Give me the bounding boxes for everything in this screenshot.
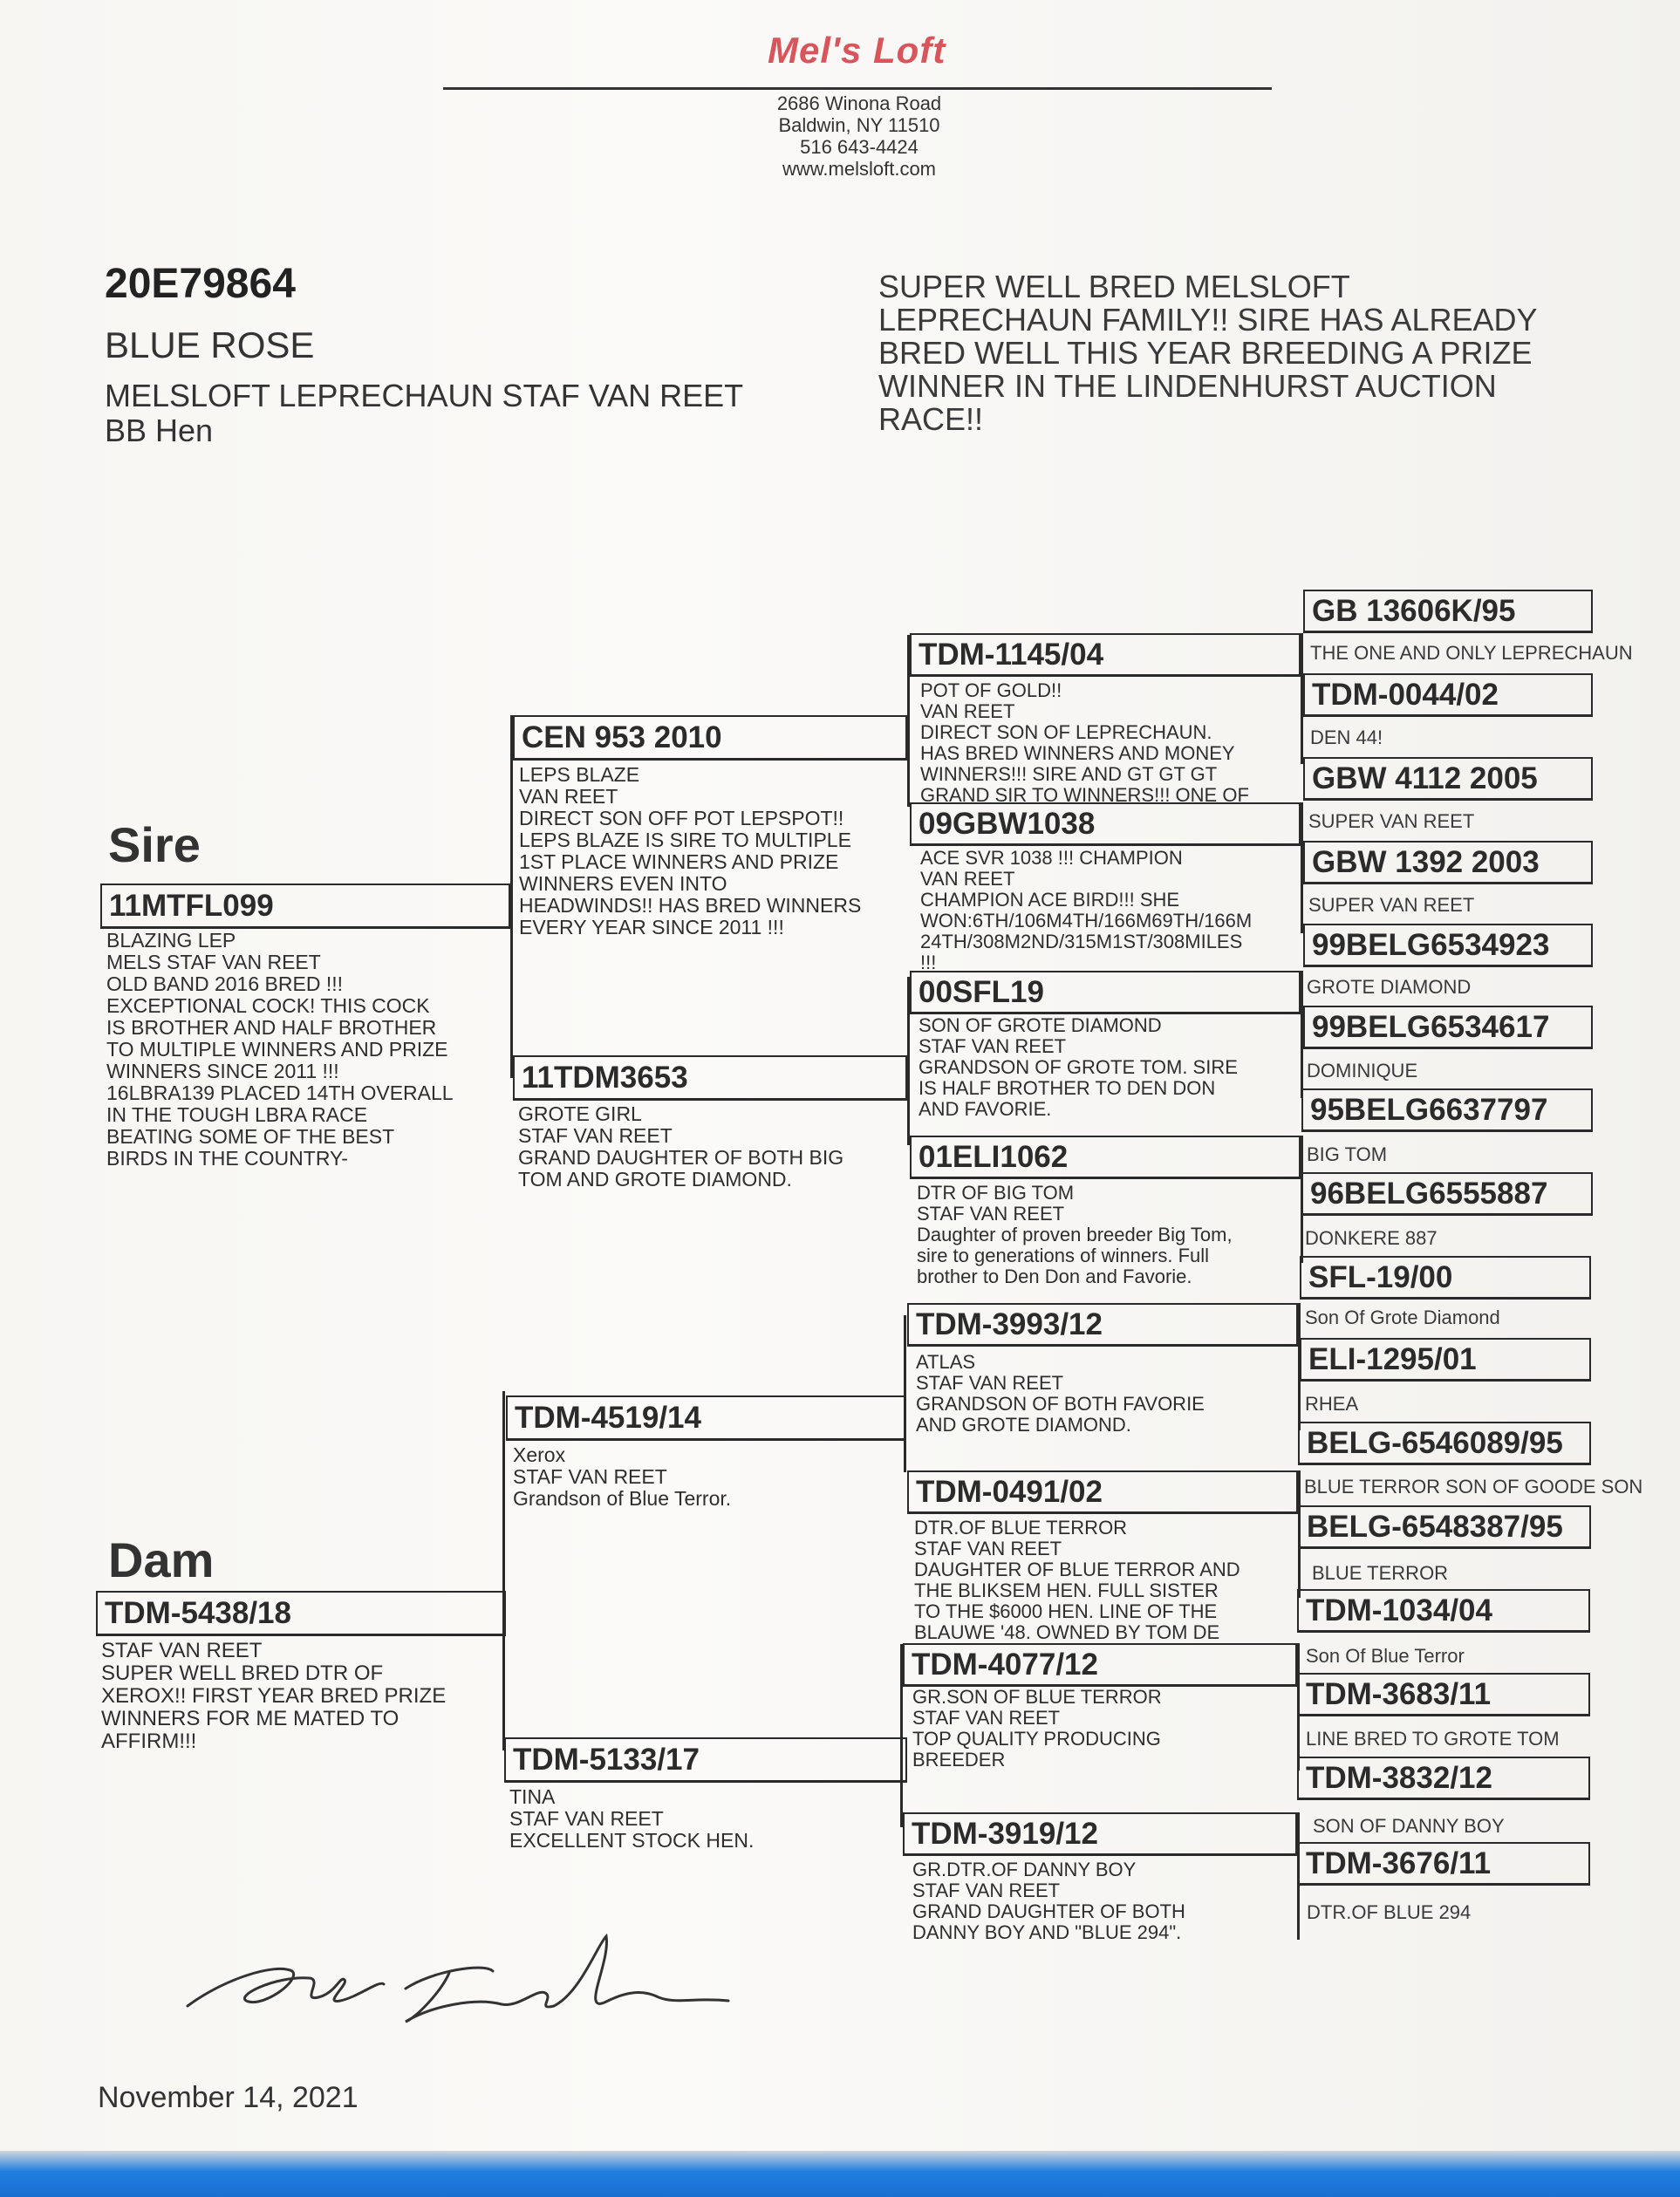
gen3-notes <box>912 1859 1287 1943</box>
bottom-strip <box>0 2151 1680 2197</box>
sire-note-line: BEATING SOME OF THE BEST <box>106 1125 395 1148</box>
dam-label: Dam <box>108 1532 215 1587</box>
gen3-band-box: TDM-3993/12 <box>907 1303 1298 1347</box>
dam-note-line: XEROX!! FIRST YEAR BRED PRIZE <box>101 1684 447 1708</box>
gen3-note-line: TO THE $6000 HEN. LINE OF THE <box>914 1600 1218 1622</box>
gen3-band-box: TDM-0491/02 <box>907 1470 1298 1514</box>
gen4-note: BLUE TERROR <box>1312 1562 1449 1584</box>
gen3-note-line: STAF VAN REET <box>914 1538 1062 1559</box>
gen3-note-line: STAF VAN REET <box>912 1880 1061 1901</box>
gen3-note-line: STAF VAN REET <box>916 1372 1064 1394</box>
gen4-note: RHEA <box>1305 1393 1359 1415</box>
bird-pedigree-line <box>105 379 820 448</box>
gen3-note-line: GRANDSON OF GROTE TOM. SIRE <box>919 1056 1238 1078</box>
gen3-note-line: AND FAVORIE. <box>919 1098 1052 1120</box>
gen2-note-line: DIRECT SON OFF POT LEPSPOT!! <box>519 807 844 829</box>
gen2-note-line: TOM AND GROTE DIAMOND. <box>518 1168 792 1191</box>
sire-note-line: WINNERS SINCE 2011 !!! <box>106 1060 339 1082</box>
gen3-note-line: AND GROTE DIAMOND. <box>916 1414 1131 1436</box>
sire-label: Sire <box>108 817 201 872</box>
gen2-note-line: WINNERS EVEN INTO <box>519 872 727 895</box>
connector-dam <box>502 1391 505 1750</box>
gen3-note-line: STAF VAN REET <box>919 1035 1067 1057</box>
gen3-note-line: 24TH/308M2ND/315M1ST/308MILES <box>920 931 1243 952</box>
gen4-note: DTR.OF BLUE 294 <box>1307 1901 1472 1923</box>
sire-note-line: 16LBRA139 PLACED 14TH OVERALL <box>106 1081 454 1104</box>
gen3-band-box: 09GBW1038 <box>910 802 1301 846</box>
gen3-note-line: STAF VAN REET <box>917 1203 1065 1225</box>
sire-notes <box>106 930 508 1170</box>
address-city: Baldwin, NY 11510 <box>778 114 940 136</box>
gen2-note-line: EVERY YEAR SINCE 2011 !!! <box>519 916 784 938</box>
gen3-notes <box>914 1517 1289 1643</box>
address-phone: 516 643-4424 <box>800 136 919 158</box>
gen3-note-line: VAN REET <box>920 868 1015 890</box>
gen2-note-line: STAF VAN REET <box>513 1465 667 1488</box>
gen4-band-box: BELG-6546089/95 <box>1298 1422 1591 1465</box>
gen2-note-line: Xerox <box>513 1443 566 1466</box>
sire-note-line: IS BROTHER AND HALF BROTHER <box>106 1016 437 1039</box>
bird-description-line: RACE!! <box>878 401 984 437</box>
gen3-note-line: CHAMPION ACE BIRD!!! SHE <box>920 889 1180 911</box>
gen3-note-line: TOP QUALITY PRODUCING <box>912 1728 1161 1750</box>
gen2-note-line: GRAND DAUGHTER OF BOTH BIG <box>518 1146 844 1169</box>
bird-description <box>878 270 1594 436</box>
gen3-note-line: DTR.OF BLUE TERROR <box>914 1517 1128 1539</box>
gen4-note: SUPER VAN REET <box>1308 894 1475 916</box>
dam-note-line: WINNERS FOR ME MATED TO <box>101 1707 400 1730</box>
address-street: 2686 Winona Road <box>776 92 942 114</box>
gen2-note-line: GROTE GIRL <box>518 1102 642 1125</box>
dam-note-line: STAF VAN REET <box>101 1639 263 1662</box>
gen3-note-line: HAS BRED WINNERS AND MONEY <box>920 742 1235 764</box>
gen4-note: GROTE DIAMOND <box>1307 976 1472 998</box>
gen4-band-box: GBW 4112 2005 <box>1303 757 1593 801</box>
gen3-notes <box>919 1015 1294 1120</box>
gen3-note-line: SON OF GROTE DIAMOND <box>919 1014 1162 1036</box>
gen3-note-line: DIRECT SON OF LEPRECHAUN. <box>920 721 1212 743</box>
gen4-note: Son Of Grote Diamond <box>1305 1307 1500 1328</box>
gen3-note-line: sire to generations of winners. Full <box>917 1245 1210 1266</box>
gen2-note-line: TINA <box>509 1785 556 1808</box>
gen2-note-line: LEPS BLAZE IS SIRE TO MULTIPLE <box>519 829 851 851</box>
gen2-notes <box>519 764 903 938</box>
gen4-band-box: BELG-6548387/95 <box>1298 1505 1591 1549</box>
gen2-note-line: STAF VAN REET <box>509 1807 664 1830</box>
gen4-note: DEN 44! <box>1310 727 1383 748</box>
gen3-note-line: ACE SVR 1038 !!! CHAMPION <box>920 847 1183 869</box>
gen4-note: DOMINIQUE <box>1307 1060 1418 1081</box>
gen4-band-box: GB 13606K/95 <box>1303 590 1593 633</box>
gen3-note-line: DTR OF BIG TOM <box>917 1182 1075 1204</box>
gen2-band-box: CEN 953 2010 <box>513 715 907 761</box>
gen3-note-line: Daughter of proven breeder Big Tom, <box>917 1224 1233 1245</box>
gen3-note-line: WINNERS!!! SIRE AND GT GT GT <box>920 763 1218 785</box>
dam-band-box: TDM-5438/18 <box>96 1591 506 1636</box>
gen2-notes <box>518 1103 902 1191</box>
gen3-note-line: !!! <box>920 952 937 973</box>
gen4-note: DONKERE 887 <box>1305 1227 1438 1249</box>
address-website: www.melsloft.com <box>782 158 937 180</box>
gen4-band-box: TDM-3676/11 <box>1297 1842 1590 1886</box>
gen3-notes <box>920 847 1295 973</box>
gen2-notes <box>509 1786 893 1852</box>
gen3-note-line: DANNY BOY AND "BLUE 294". <box>912 1921 1182 1943</box>
gen2-band-box: 11TDM3653 <box>513 1055 907 1101</box>
gen2-note-line: Grandson of Blue Terror. <box>513 1487 732 1510</box>
bird-description-line: WINNER IN THE LINDENHURST AUCTION <box>878 368 1497 404</box>
gen2-band-box: TDM-5133/17 <box>504 1737 907 1783</box>
gen4-band-box: TDM-3683/11 <box>1297 1673 1590 1716</box>
gen3-band-box: TDM-3919/12 <box>903 1812 1297 1856</box>
gen3-band-box: TDM-1145/04 <box>910 633 1301 677</box>
signature <box>170 1910 781 2041</box>
gen2-note-line: 1ST PLACE WINNERS AND PRIZE <box>519 850 839 873</box>
gen4-note: LINE BRED TO GROTE TOM <box>1306 1728 1560 1750</box>
gen3-note-line: POT OF GOLD!! <box>920 679 1062 701</box>
gen3-note-line: GR.DTR.OF DANNY BOY <box>912 1859 1137 1880</box>
gen3-note-line: WON:6TH/106M4TH/166M69TH/166M <box>920 910 1253 931</box>
gen3-note-line: THE BLIKSEM HEN. FULL SISTER <box>914 1580 1219 1601</box>
gen3-notes <box>920 679 1295 806</box>
gen4-band-box: ELI-1295/01 <box>1300 1338 1591 1382</box>
gen2-note-line: LEPS BLAZE <box>519 763 640 786</box>
gen4-band-box: GBW 1392 2003 <box>1303 841 1593 884</box>
sire-band-box: 11MTFL099 <box>100 884 510 929</box>
gen3-note-line: ATLAS <box>916 1351 976 1373</box>
gen4-note: SUPER VAN REET <box>1308 810 1475 832</box>
gen3-band-box: 01ELI1062 <box>910 1136 1301 1179</box>
gen2-note-line: HEADWINDS!! HAS BRED WINNERS <box>519 894 862 917</box>
gen3-notes <box>912 1687 1287 1771</box>
bird-description-line: LEPRECHAUN FAMILY!! SIRE HAS ALREADY <box>878 302 1538 338</box>
gen3-note-line: BREEDER <box>912 1749 1006 1771</box>
gen3-note-line: IS HALF BROTHER TO DEN DON <box>919 1077 1216 1099</box>
sire-note-line: MELS STAF VAN REET <box>106 951 321 973</box>
bird-color-sex: BB Hen <box>105 413 214 448</box>
connector-gen2 <box>904 1315 906 1472</box>
gen3-note-line: BLAUWE '48. OWNED BY TOM DE <box>914 1621 1220 1643</box>
dam-note-line: AFFIRM!!! <box>101 1730 197 1753</box>
gen3-band-box: TDM-4077/12 <box>903 1643 1297 1687</box>
dam-notes <box>101 1640 502 1753</box>
header-divider <box>443 87 1272 90</box>
gen3-note-line: GRAND DAUGHTER OF BOTH <box>912 1900 1185 1922</box>
gen3-note-line: brother to Den Don and Favorie. <box>917 1266 1192 1287</box>
sire-note-line: TO MULTIPLE WINNERS AND PRIZE <box>106 1038 448 1061</box>
gen4-band-box: SFL-19/00 <box>1300 1256 1591 1300</box>
gen2-note-line: VAN REET <box>519 785 618 808</box>
gen2-note-line: STAF VAN REET <box>518 1124 673 1147</box>
gen4-band-box: 99BELG6534617 <box>1303 1006 1593 1049</box>
document-date: November 14, 2021 <box>98 2081 359 2114</box>
gen4-note: BLUE TERROR SON OF GOODE SON <box>1304 1476 1643 1498</box>
sire-note-line: EXCEPTIONAL COCK! THIS COCK <box>106 994 430 1017</box>
gen4-note: SON OF DANNY BOY <box>1313 1815 1505 1837</box>
gen3-note-line: GRANDSON OF BOTH FAVORIE <box>916 1393 1205 1415</box>
gen3-note-line: GR.SON OF BLUE TERROR <box>912 1686 1162 1708</box>
gen3-note-line: GRAND SIR TO WINNERS!!! ONE OF <box>920 784 1249 806</box>
gen4-band-box: 95BELG6637797 <box>1301 1088 1593 1132</box>
gen4-band-box: TDM-3832/12 <box>1297 1757 1590 1800</box>
gen2-notes <box>513 1444 897 1510</box>
bird-band-number: 20E79864 <box>105 261 296 307</box>
bird-description-line: BRED WELL THIS YEAR BREEDING A PRIZE <box>878 335 1533 371</box>
bird-family: MELSLOFT LEPRECHAUN STAF VAN REET <box>105 378 744 413</box>
gen4-band-box: TDM-1034/04 <box>1297 1589 1590 1633</box>
gen4-band-box: TDM-0044/02 <box>1303 673 1593 717</box>
gen3-note-line: DAUGHTER OF BLUE TERROR AND <box>914 1559 1240 1580</box>
gen4-band-box: 99BELG6534923 <box>1303 924 1593 967</box>
gen2-band-box: TDM-4519/14 <box>506 1395 905 1441</box>
gen4-band-box: 96BELG6555887 <box>1301 1172 1593 1216</box>
gen3-note-line: VAN REET <box>920 700 1015 722</box>
gen3-notes <box>916 1352 1291 1436</box>
gen4-note: THE ONE AND ONLY LEPRECHAUN <box>1310 642 1633 664</box>
gen3-note-line: STAF VAN REET <box>912 1707 1061 1729</box>
gen3-band-box: 00SFL19 <box>910 971 1301 1014</box>
gen2-note-line: EXCELLENT STOCK HEN. <box>509 1829 755 1852</box>
brand-title: Mel's Loft <box>768 30 946 71</box>
dam-note-line: SUPER WELL BRED DTR OF <box>101 1661 384 1685</box>
sire-note-line: OLD BAND 2016 BRED !!! <box>106 972 343 995</box>
bird-name: BLUE ROSE <box>105 324 315 365</box>
bird-description-line: SUPER WELL BRED MELSLOFT <box>878 269 1350 304</box>
gen4-note: Son Of Blue Terror <box>1306 1645 1465 1667</box>
gen4-note: BIG TOM <box>1307 1143 1388 1165</box>
sire-note-line: BIRDS IN THE COUNTRY- <box>106 1147 348 1170</box>
connector-sire <box>510 715 513 1078</box>
sire-note-line: IN THE TOUGH LBRA RACE <box>106 1103 368 1126</box>
gen3-notes <box>917 1183 1292 1287</box>
sire-note-line: BLAZING LEP <box>106 929 236 952</box>
